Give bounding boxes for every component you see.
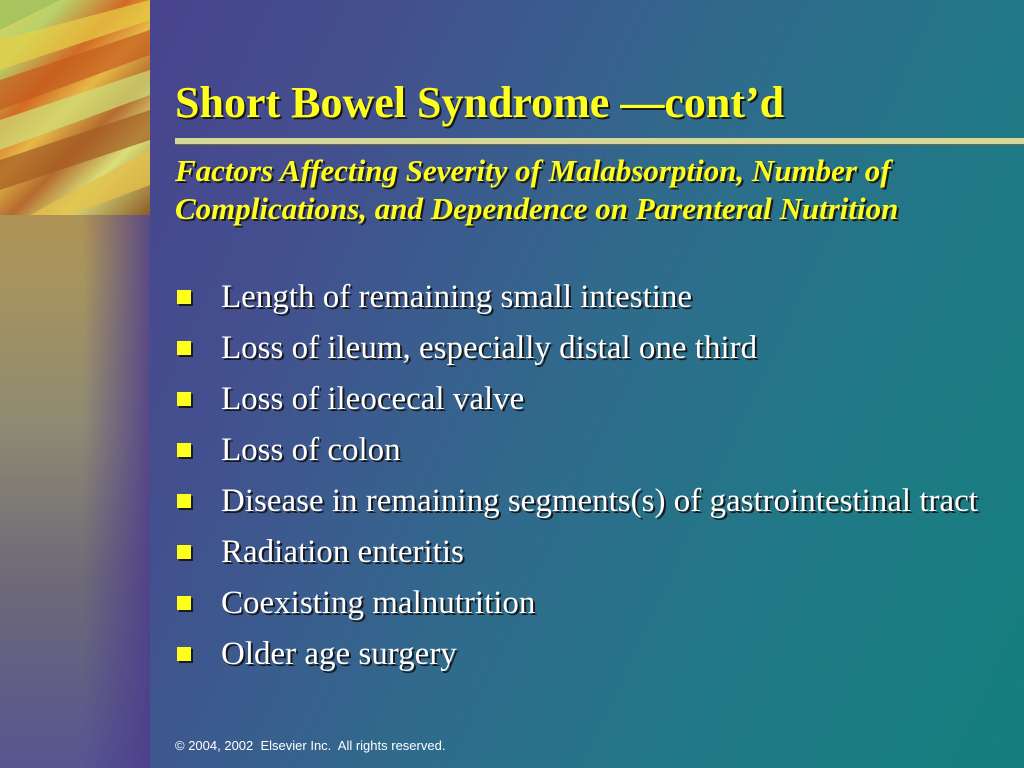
list-item [175, 380, 995, 418]
bullet-text: Radiation enteritis [221, 534, 464, 570]
square-bullet-icon [177, 596, 191, 610]
list-item [175, 635, 995, 673]
list-item [175, 431, 995, 469]
title-underline-rule [175, 138, 1024, 144]
square-bullet-icon [177, 443, 191, 457]
bullet-text: Disease in remaining segments(s) of gastrointestinal tract [221, 483, 978, 519]
copyright-footer: © 2004, 2002 Elsevier Inc. All rights reserved. [175, 738, 446, 753]
bullet-list [175, 278, 995, 686]
list-item [175, 584, 995, 622]
bullet-text: Loss of ileum, especially distal one third [221, 330, 758, 366]
bullet-text: Length of remaining small intestine [221, 279, 693, 315]
bullet-text: Older age surgery [221, 636, 457, 672]
bullet-text: Loss of colon [221, 432, 401, 468]
square-bullet-icon [177, 341, 191, 355]
square-bullet-icon [177, 290, 191, 304]
square-bullet-icon [177, 392, 191, 406]
list-item [175, 278, 995, 316]
list-item [175, 329, 995, 367]
feather-thumbnail-image [0, 0, 150, 215]
slide-title: Short Bowel Syndrome —cont’d [175, 78, 785, 127]
slide-subtitle: Factors Affecting Severity of Malabsorption, Number of Complications, and Dependence on Parenteral Nutrition [175, 153, 899, 226]
square-bullet-icon [177, 545, 191, 559]
list-item [175, 533, 995, 571]
bullet-text: Coexisting malnutrition [221, 585, 536, 621]
square-bullet-icon [177, 494, 191, 508]
feather-pattern-icon [0, 0, 150, 215]
list-item [175, 482, 995, 520]
bullet-text: Loss of ileocecal valve [221, 381, 525, 417]
square-bullet-icon [177, 647, 191, 661]
